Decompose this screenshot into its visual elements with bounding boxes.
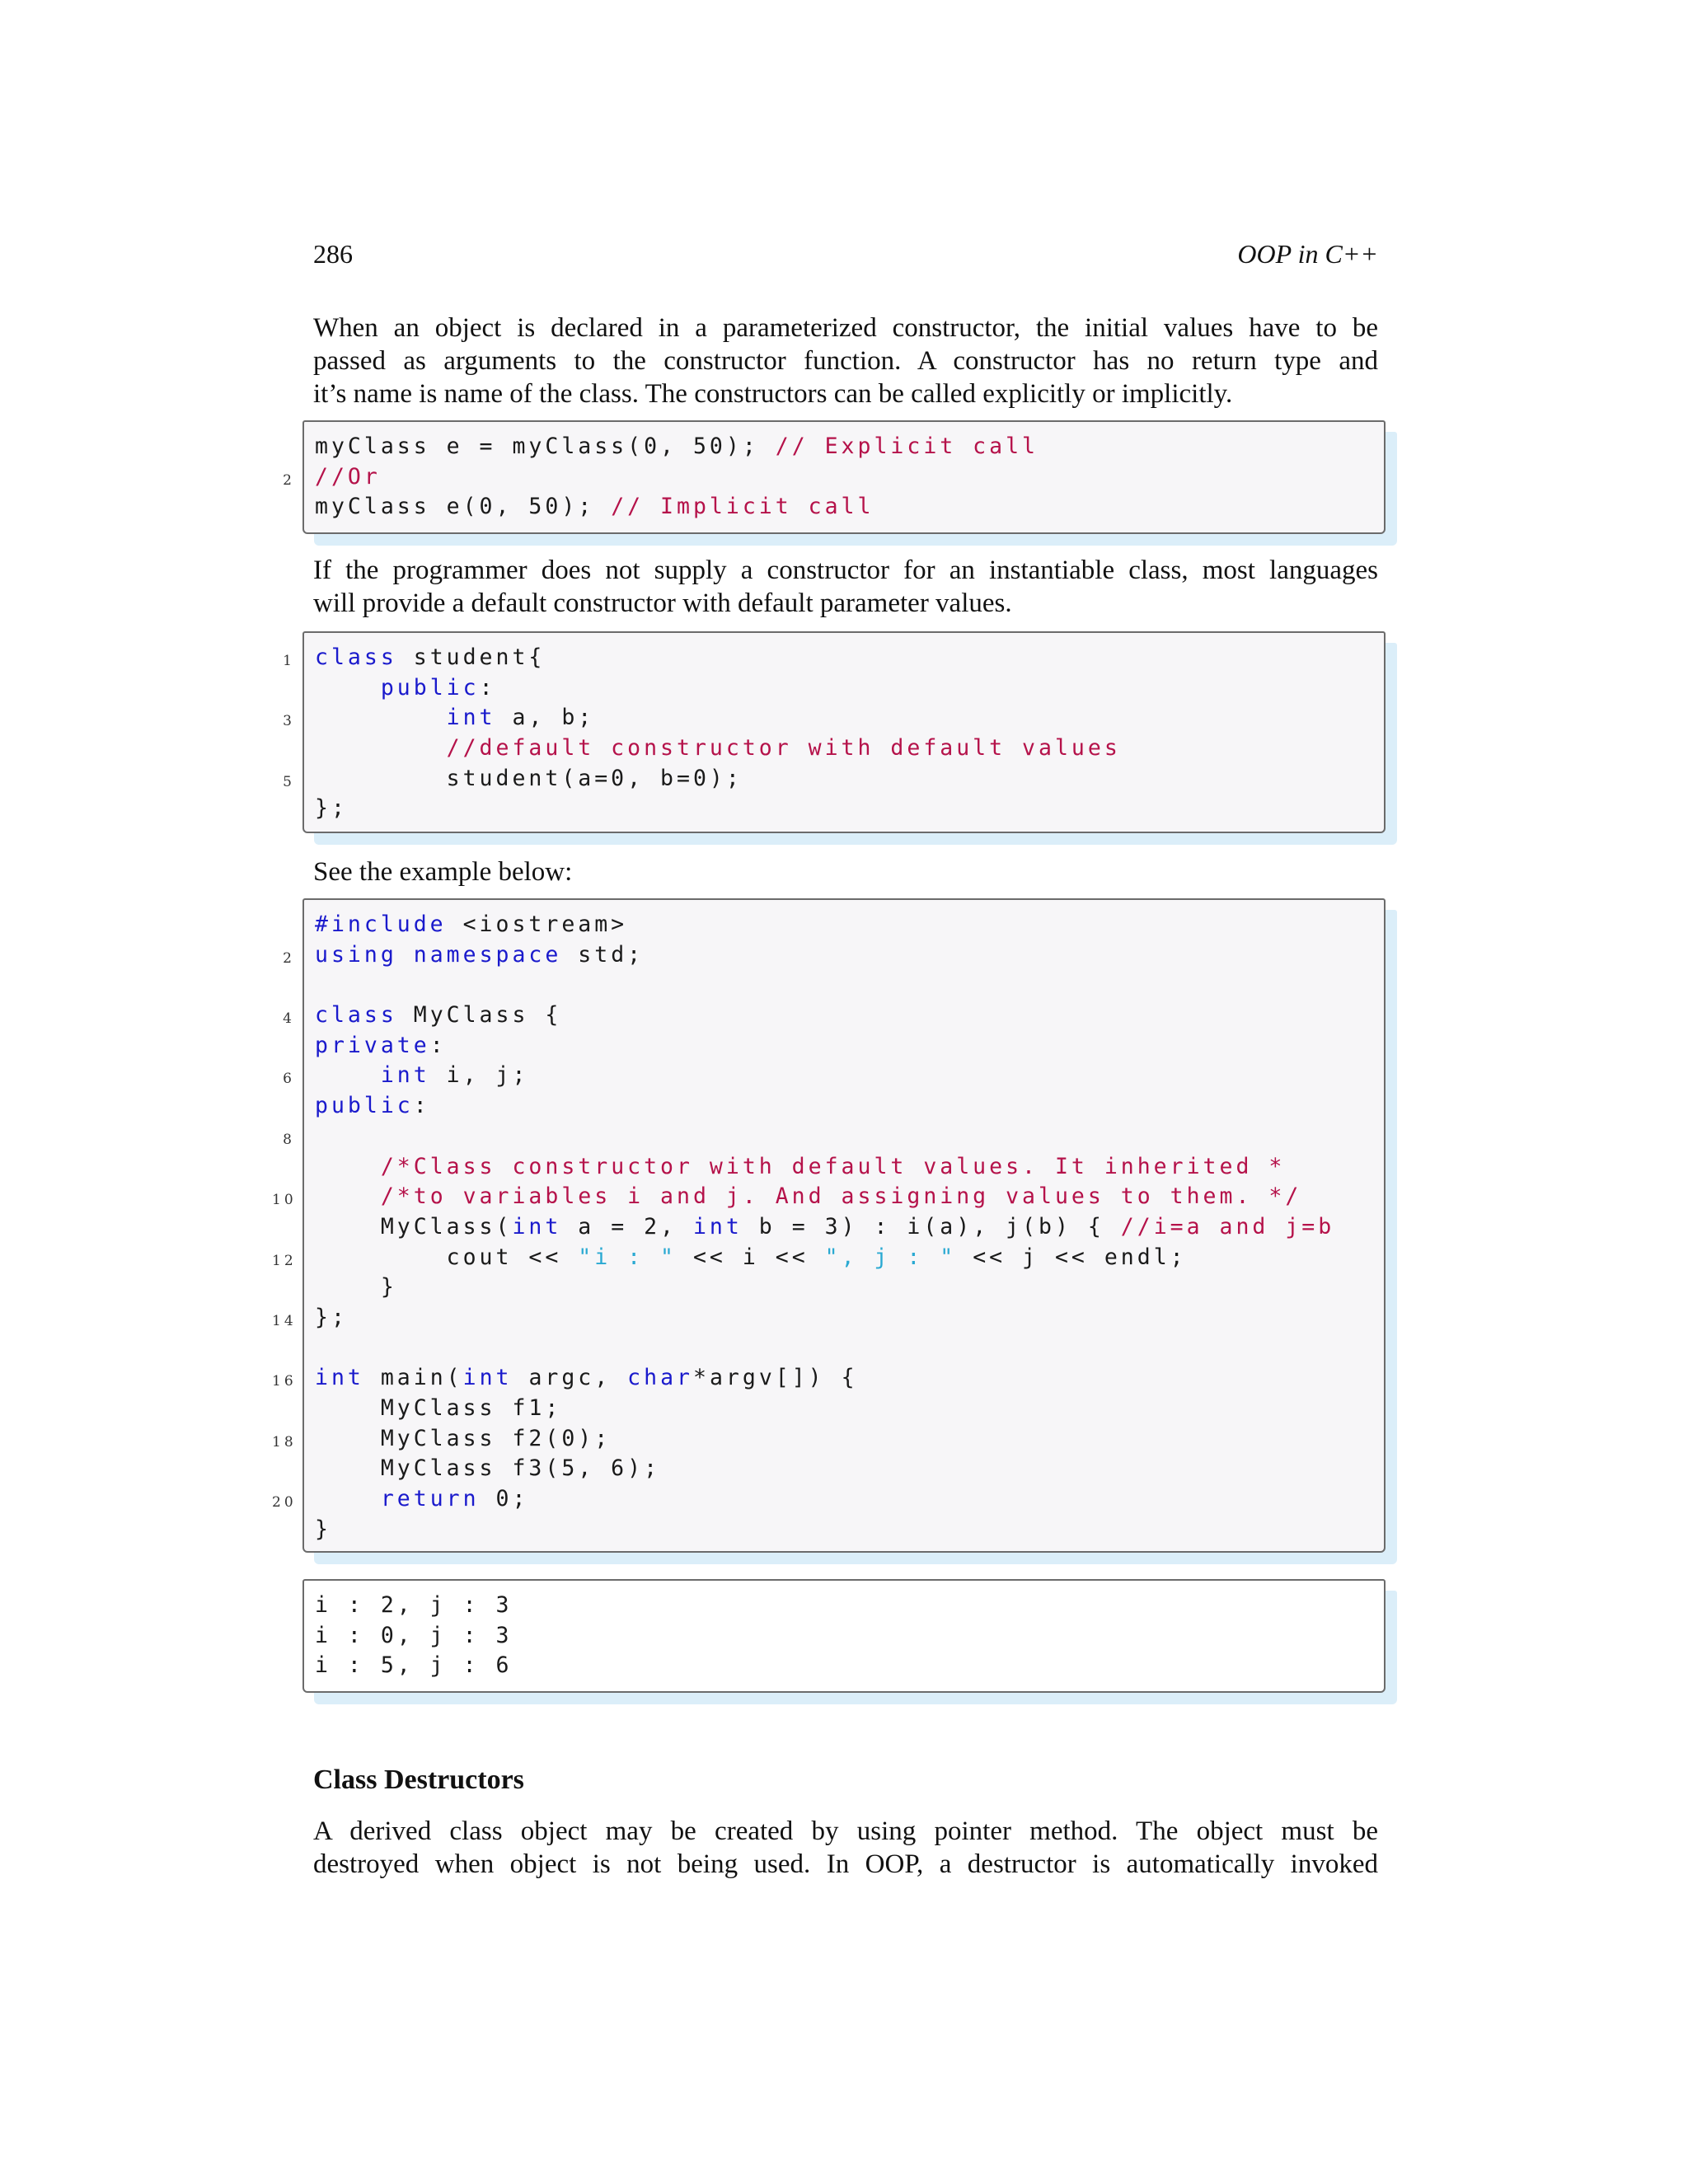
code-line <box>315 1651 512 1681</box>
code-token: }; <box>315 795 348 822</box>
code-token: a = 2, <box>561 1213 693 1240</box>
code-token: char <box>627 1365 693 1391</box>
code-line <box>283 643 1121 673</box>
code-token: : <box>479 674 496 701</box>
line-number: 10 <box>272 1192 297 1209</box>
chapter-title: OOP in C++ <box>1237 239 1378 269</box>
code-token: /*to variables i and j. And assigning values to them. */ <box>380 1183 1302 1210</box>
code-line <box>283 764 1121 794</box>
code-token: << i << <box>677 1244 825 1270</box>
text-line: will provide a default constructor with default parameter values. <box>313 588 1012 618</box>
code-line <box>315 910 1334 940</box>
text-line: See the example below: <box>313 857 573 887</box>
code-token: i : 5, j : 6 <box>315 1652 513 1679</box>
code-line <box>315 1272 1334 1303</box>
code-token: MyClass f2(0); <box>315 1425 612 1451</box>
code-token: argc, <box>512 1365 628 1391</box>
code-token: student{ <box>396 644 546 670</box>
code-token: <iostream> <box>446 912 628 937</box>
line-number: 2 <box>283 949 295 967</box>
code-token: 0; <box>479 1486 529 1512</box>
code-output <box>302 1579 1386 1693</box>
code-token: MyClass( <box>315 1213 513 1240</box>
code-token: //i=a and j=b <box>1120 1213 1335 1240</box>
code-token: class <box>315 644 397 670</box>
line-number: 8 <box>283 1131 295 1148</box>
line-number: 16 <box>272 1373 297 1390</box>
code-line <box>315 1031 1334 1062</box>
code-token: int <box>692 1213 743 1240</box>
text-line: it’s name is name of the class. The constructors can be called explicitly or implicitly. <box>313 379 1233 409</box>
code-token: //Or <box>315 463 381 490</box>
code-token: main( <box>363 1365 463 1391</box>
code-token: a, b; <box>495 705 595 731</box>
line-number: 4 <box>283 1010 295 1028</box>
text-line: When an object is declared in a parameterized constructor, the initial values have to be <box>313 313 1378 343</box>
code-token: student(a=0, b=0); <box>315 765 743 791</box>
code-token <box>315 705 447 730</box>
code-line <box>315 1394 1334 1424</box>
code-token <box>315 1486 381 1511</box>
code-line <box>272 1484 1334 1515</box>
line-number: 20 <box>272 1494 297 1511</box>
code-line <box>315 794 1121 824</box>
code-token: /*Class constructor with default values. It inherited * <box>380 1153 1286 1179</box>
code-token: public <box>315 1093 414 1119</box>
code-token: myClass e(0, 50); <box>315 494 612 520</box>
code-token: MyClass f3(5, 6); <box>315 1455 661 1482</box>
line-number: 14 <box>272 1312 297 1329</box>
code-line <box>272 1424 1334 1455</box>
code-student-class <box>283 631 1386 833</box>
code-line <box>315 733 1121 764</box>
code-line <box>283 1061 1334 1091</box>
section-heading-class-destructors: Class Destructors <box>313 1765 524 1795</box>
code-myclass-example <box>272 898 1386 1553</box>
code-token: ", j : " <box>824 1244 957 1270</box>
code-token: }; <box>315 1304 348 1330</box>
paragraph-destructors <box>313 1815 1378 1881</box>
code-token <box>315 675 381 701</box>
code-line <box>272 1303 1334 1333</box>
code-token <box>397 942 414 968</box>
line-number: 2 <box>283 471 295 489</box>
paragraph-constructor-intro <box>313 312 1378 410</box>
code-line <box>272 1243 1334 1273</box>
code-token <box>315 1183 381 1209</box>
code-token: // Explicit call <box>775 434 1039 459</box>
code-line <box>315 432 1039 462</box>
code-token: int <box>446 705 496 731</box>
code-token: std; <box>561 941 645 968</box>
code-token: : <box>429 1032 447 1058</box>
code-line <box>283 462 1039 493</box>
code-token: return <box>380 1486 480 1512</box>
code-token: namespace <box>413 941 562 968</box>
code-line <box>315 1591 512 1621</box>
code-line <box>315 1212 1334 1243</box>
line-number: 5 <box>283 773 295 790</box>
code-line <box>315 492 1039 523</box>
code-token: //default constructor with default values <box>446 735 1121 762</box>
code-token: i : 0, j : 3 <box>315 1622 513 1648</box>
code-token: int <box>315 1365 364 1391</box>
code-line <box>315 1621 512 1652</box>
code-token: : <box>413 1093 430 1119</box>
code-token: i, j; <box>429 1062 529 1089</box>
code-line <box>315 1333 1334 1364</box>
code-token <box>315 1062 381 1088</box>
code-line <box>283 703 1121 733</box>
code-token: MyClass f1; <box>315 1395 562 1421</box>
code-line <box>272 1363 1334 1394</box>
code-line <box>315 1091 1334 1122</box>
code-line <box>315 1454 1334 1484</box>
code-token: *argv[]) { <box>693 1365 858 1391</box>
code-line <box>283 1001 1334 1031</box>
code-token: // Implicit call <box>611 494 874 520</box>
code-token <box>315 1154 381 1179</box>
paragraph-see-example <box>313 855 1378 888</box>
line-number: 3 <box>283 713 295 730</box>
line-number: 12 <box>272 1252 297 1269</box>
text-line: A derived class object may be created by using pointer method. The object must be <box>313 1816 1378 1846</box>
text-line: passed as arguments to the constructor function. A constructor has no return type and <box>313 346 1378 376</box>
code-token: "i : " <box>578 1244 678 1270</box>
code-line <box>315 970 1334 1001</box>
code-line <box>315 1515 1334 1545</box>
code-token: << j << endl; <box>956 1244 1187 1270</box>
code-token: cout << <box>315 1244 579 1270</box>
code-token: class <box>315 1002 397 1029</box>
code-token: } <box>315 1274 397 1301</box>
code-line <box>283 940 1334 971</box>
code-token: #include <box>315 912 447 937</box>
page-number: 286 <box>313 239 353 269</box>
code-token: int <box>462 1365 513 1391</box>
code-token: private <box>315 1032 430 1058</box>
code-token: public <box>380 674 480 701</box>
line-number: 18 <box>272 1433 297 1451</box>
code-line <box>283 1122 1334 1152</box>
running-head <box>313 236 1378 272</box>
paragraph-default-constructor <box>313 554 1378 620</box>
code-token: myClass e = myClass(0, 50); <box>315 434 776 459</box>
code-token: } <box>315 1516 331 1542</box>
code-token: int <box>512 1213 562 1240</box>
line-number: 1 <box>283 653 295 669</box>
code-token: MyClass { <box>396 1002 562 1029</box>
line-number: 6 <box>283 1071 295 1088</box>
text-line: destroyed when object is not being used. In OOP, a destructor is automatically invoked <box>313 1849 1378 1879</box>
code-line <box>315 1152 1334 1183</box>
code-token: using <box>315 941 397 968</box>
code-line <box>315 673 1121 704</box>
code-token: i : 2, j : 3 <box>315 1592 513 1618</box>
code-token <box>315 735 447 761</box>
code-token: b = 3) : i(a), j(b) { <box>742 1213 1121 1240</box>
code-explicit-implicit <box>283 420 1386 534</box>
code-token: int <box>380 1062 430 1089</box>
code-line <box>272 1182 1334 1212</box>
text-line: If the programmer does not supply a constructor for an instantiable class, most languages <box>313 555 1378 585</box>
